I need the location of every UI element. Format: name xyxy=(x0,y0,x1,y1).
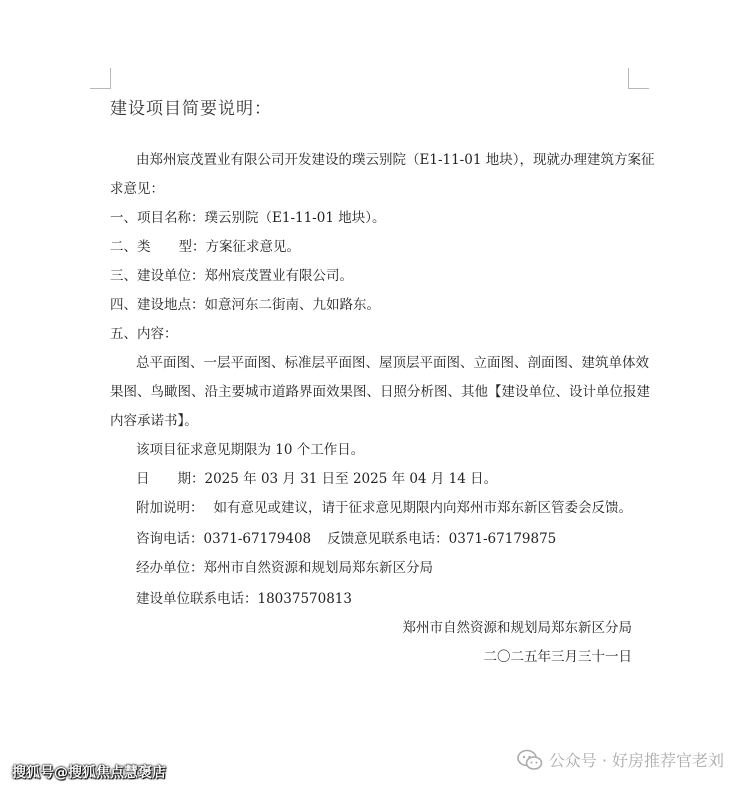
consultation-period: 该项目征求意见期限为 10 个工作日。 xyxy=(136,442,365,458)
additional-note xyxy=(136,498,632,518)
content-line-1: 总平面图、一层平面图、标准层平面图、屋顶层平面图、立面图、剖面图、建筑单体效 xyxy=(136,355,649,371)
handling-unit: 经办单位：郑州市自然资源和规划局郑东新区分局 xyxy=(136,560,433,576)
date-label-2: 期： xyxy=(177,471,205,487)
watermark-right xyxy=(517,748,724,771)
date-label-1: 日 xyxy=(136,471,150,487)
note-value: 如有意见或建议，请于征求意见期限内向郑州市郑东新区管委会反馈。 xyxy=(213,500,632,516)
feedback-phone: 反馈意见联系电话：0371-67179875 xyxy=(327,531,557,547)
signature-date: 二〇二五年三月三十一日 xyxy=(483,649,632,665)
content-line-3: 内容承诺书】。 xyxy=(110,413,198,429)
wechat-icon xyxy=(517,749,543,771)
item-project-name: 一、项目名称：璞云别院（E1-11-01 地块）。 xyxy=(110,210,386,226)
date-value: 2025 年 03 月 31 日至 2025 年 04 月 14 日。 xyxy=(204,471,498,487)
signature-org: 郑州市自然资源和规划局郑东新区分局 xyxy=(402,620,632,636)
phone-line xyxy=(136,529,556,549)
watermark-left: 搜狐号@搜狐焦点慧褒店 xyxy=(12,765,166,781)
item-type xyxy=(110,237,300,257)
date-line xyxy=(136,469,497,489)
intro-line-2: 求意见： xyxy=(110,181,164,197)
watermark-right-text: 公众号 · 好房推荐官老刘 xyxy=(548,751,724,770)
item-type-label-1: 二、类 xyxy=(110,239,151,255)
page-corner-mark-top-right xyxy=(628,68,649,89)
builder-phone: 建设单位联系电话：18037570813 xyxy=(136,591,352,607)
item-builder: 三、建设单位：郑州宸茂置业有限公司。 xyxy=(110,268,353,284)
item-type-value: 方案征求意见。 xyxy=(205,239,300,255)
page-corner-mark-top-left xyxy=(90,68,111,89)
item-content-heading: 五、内容： xyxy=(110,326,178,342)
consult-phone: 咨询电话：0371-67179408 xyxy=(136,531,312,547)
note-label: 附加说明： xyxy=(136,500,204,516)
item-location: 四、建设地点：如意河东二街南、九如路东。 xyxy=(110,297,380,313)
document-heading: 建设项目简要说明： xyxy=(110,99,272,119)
content-line-2: 果图、鸟瞰图、沿主要城市道路界面效果图、日照分析图、其他【建设单位、设计单位报建 xyxy=(110,384,650,400)
intro-line-1: 由郑州宸茂置业有限公司开发建设的璞云别院（E1-11-01 地块），现就办理建筑方案征 xyxy=(136,152,655,168)
item-type-label-2: 型： xyxy=(178,239,206,255)
